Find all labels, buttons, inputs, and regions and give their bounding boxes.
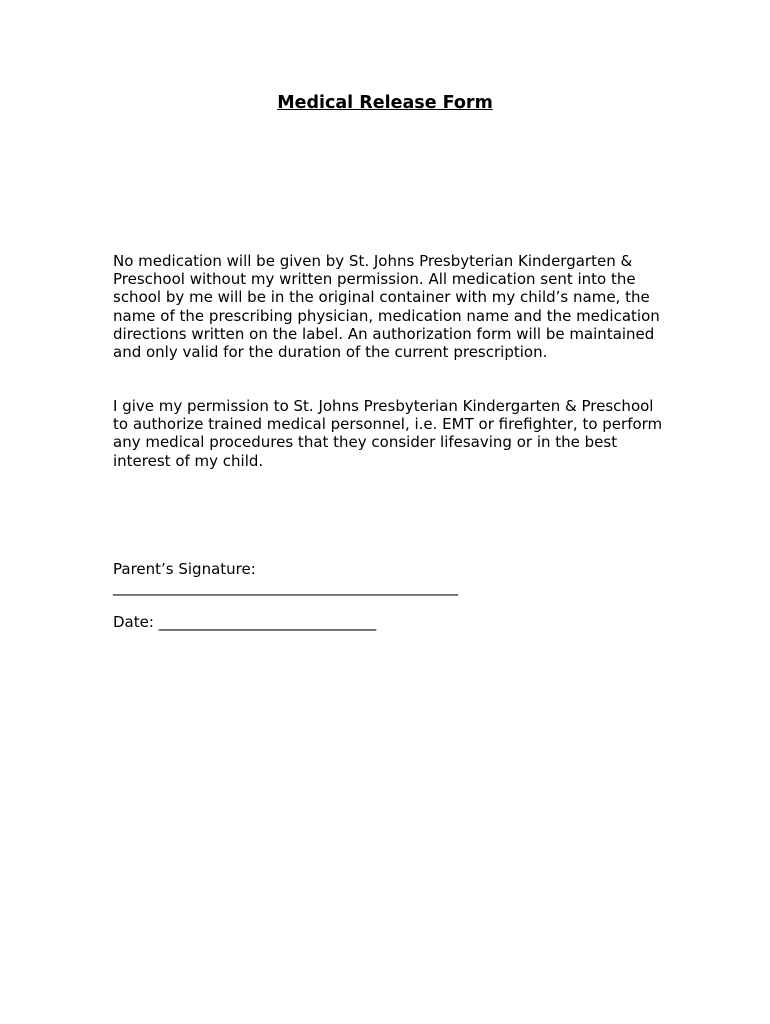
- signature-label: Parent’s Signature:: [113, 560, 256, 578]
- date-field[interactable]: [113, 613, 376, 631]
- signature-line[interactable]: ______________________________________________: [113, 578, 458, 596]
- form-title: Medical Release Form: [277, 93, 493, 113]
- date-label: Date:: [113, 613, 154, 631]
- paragraph-text: No medication will be given by St. Johns Presbyterian Kindergarten & Preschool without my written permission. All medication sent into the school by me will be in the original container with my child’s name, the name of the prescribing physician, medication name and the medication directions written on the label. An authorization form will be maintained and only valid for the duration of the current prescription.: [113, 252, 660, 362]
- medication-policy-paragraph: [113, 252, 673, 361]
- paragraph-text: I give my permission to St. Johns Presbyterian Kindergarten & Preschool to authorize trained medical personnel, i.e. EMT or firefighter, to perform any medical procedures that they consider lifesaving or in the best interest of my child.: [113, 397, 663, 470]
- date-line[interactable]: _____________________________: [158, 613, 377, 631]
- permission-paragraph: [113, 397, 673, 470]
